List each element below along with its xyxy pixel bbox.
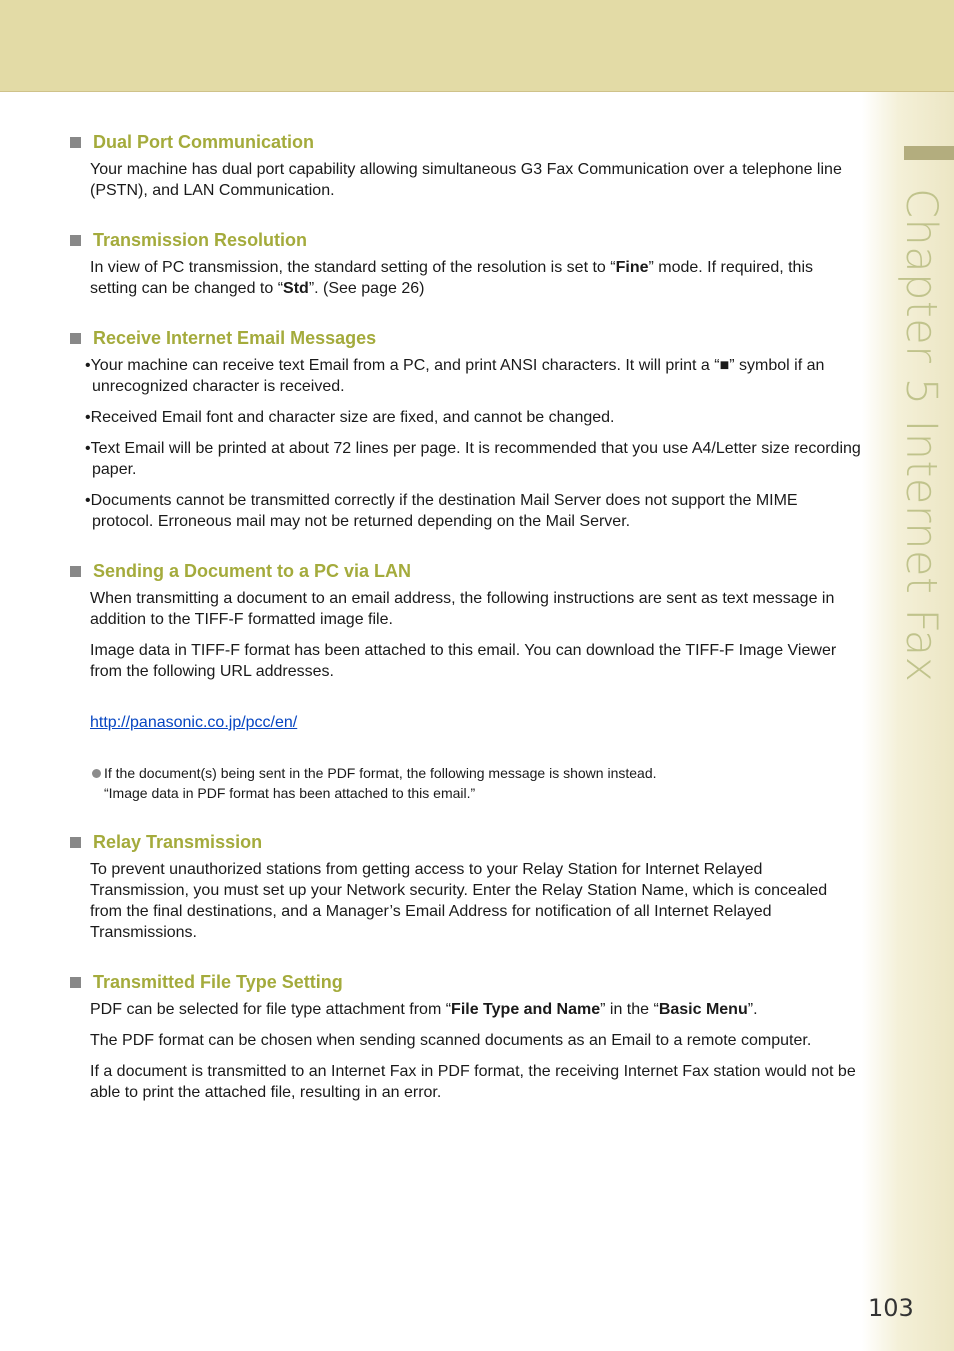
chapter-title: Chapter 5 Internet Fax [896, 188, 946, 683]
fine-mode-label: Fine [615, 259, 649, 276]
section-heading [68, 226, 863, 254]
square-bullet-icon [70, 235, 81, 246]
paragraph: If a document is transmitted to an Internet Fax in PDF format, the receiving Internet Fax station would not be able to print the attached file, resulting in an error. [90, 1063, 856, 1101]
text-run: ”. (See page 26) [308, 280, 425, 297]
section-send-to-pc [68, 557, 863, 803]
basic-menu-label: Basic Menu [658, 1001, 748, 1018]
heading-text: Relay Transmission [93, 831, 263, 852]
square-bullet-icon [70, 977, 81, 988]
section-file-type-setting [68, 968, 863, 1103]
text-run: PDF can be selected for file type attachment from “ [90, 1001, 452, 1018]
std-mode-label: Std [283, 280, 309, 297]
download-url-link[interactable]: http://panasonic.co.jp/pcc/en/ [90, 714, 298, 731]
heading-text: Sending a Document to a PC via LAN [93, 560, 412, 581]
header-band [0, 0, 954, 92]
list-item: •Text Email will be printed at about 72 lines per page. It is recommended that you use A4/Letter size recording paper. [85, 440, 861, 478]
section-heading [68, 968, 863, 996]
circle-bullet-icon [92, 769, 101, 778]
chapter-marker-bar [904, 146, 954, 160]
url-paragraph [90, 712, 863, 733]
text-run: ”. [747, 1001, 758, 1018]
section-transmission-resolution [68, 226, 863, 299]
page-content [68, 128, 863, 1128]
square-bullet-icon [70, 333, 81, 344]
list-item: •Received Email font and character size are fixed, and cannot be changed. [85, 409, 615, 426]
heading-text: Transmitted File Type Setting [93, 971, 343, 992]
note-line: “Image data in PDF format has been attached to this email.” [104, 785, 476, 801]
section-receive-email [68, 324, 863, 532]
square-bullet-icon [70, 137, 81, 148]
file-type-and-name-label: File Type and Name [451, 1001, 601, 1018]
list-item: •Your machine can receive text Email from a PC, and print ANSI characters. It will print a “■” symbol if an unrecognized character is received. [85, 357, 825, 395]
section-heading [68, 557, 863, 585]
square-bullet-icon [70, 837, 81, 848]
note-line: If the document(s) being sent in the PDF format, the following message is shown instead. [104, 765, 657, 781]
text-run: ” mode. If required, this setting can be changed to “ [90, 259, 813, 297]
heading-text: Transmission Resolution [93, 229, 308, 250]
page-number: 103 [868, 1294, 914, 1322]
paragraph: Image data in TIFF-F format has been attached to this email. You can download the TIFF-F Image Viewer from the following URL addresses. [90, 642, 837, 680]
paragraph [90, 999, 863, 1020]
note [90, 763, 863, 803]
heading-text: Receive Internet Email Messages [93, 327, 377, 348]
square-bullet-icon [70, 566, 81, 577]
list-item: •Documents cannot be transmitted correctly if the destination Mail Server does not support the MIME protocol. Erroneous mail may not be returned depending on the Mail Server. [85, 492, 798, 530]
text-run: In view of PC transmission, the standard setting of the resolution is set to “ [90, 259, 616, 276]
section-heading [68, 128, 863, 156]
section-dual-port [68, 128, 863, 201]
section-heading [68, 324, 863, 352]
section-relay-transmission [68, 828, 863, 943]
paragraph: Your machine has dual port capability allowing simultaneous G3 Fax Communication over a telephone line (PSTN), and LAN Communication. [90, 161, 842, 199]
section-heading [68, 828, 863, 856]
paragraph [90, 257, 863, 299]
paragraph: To prevent unauthorized stations from getting access to your Relay Station for Internet Relayed Transmission, you must set up your Network security. Enter the Relay Station Name, which is concealed from the final destinations, and a Manager’s Email Address for notification of all Internet Relayed Transmissions. [90, 861, 828, 941]
paragraph: The PDF format can be chosen when sending scanned documents as an Email to a remote computer. [90, 1032, 812, 1049]
paragraph: When transmitting a document to an email address, the following instructions are sent as text message in addition to the TIFF-F formatted image file. [90, 590, 835, 628]
text-run: ” in the “ [600, 1001, 659, 1018]
heading-text: Dual Port Communication [93, 131, 315, 152]
